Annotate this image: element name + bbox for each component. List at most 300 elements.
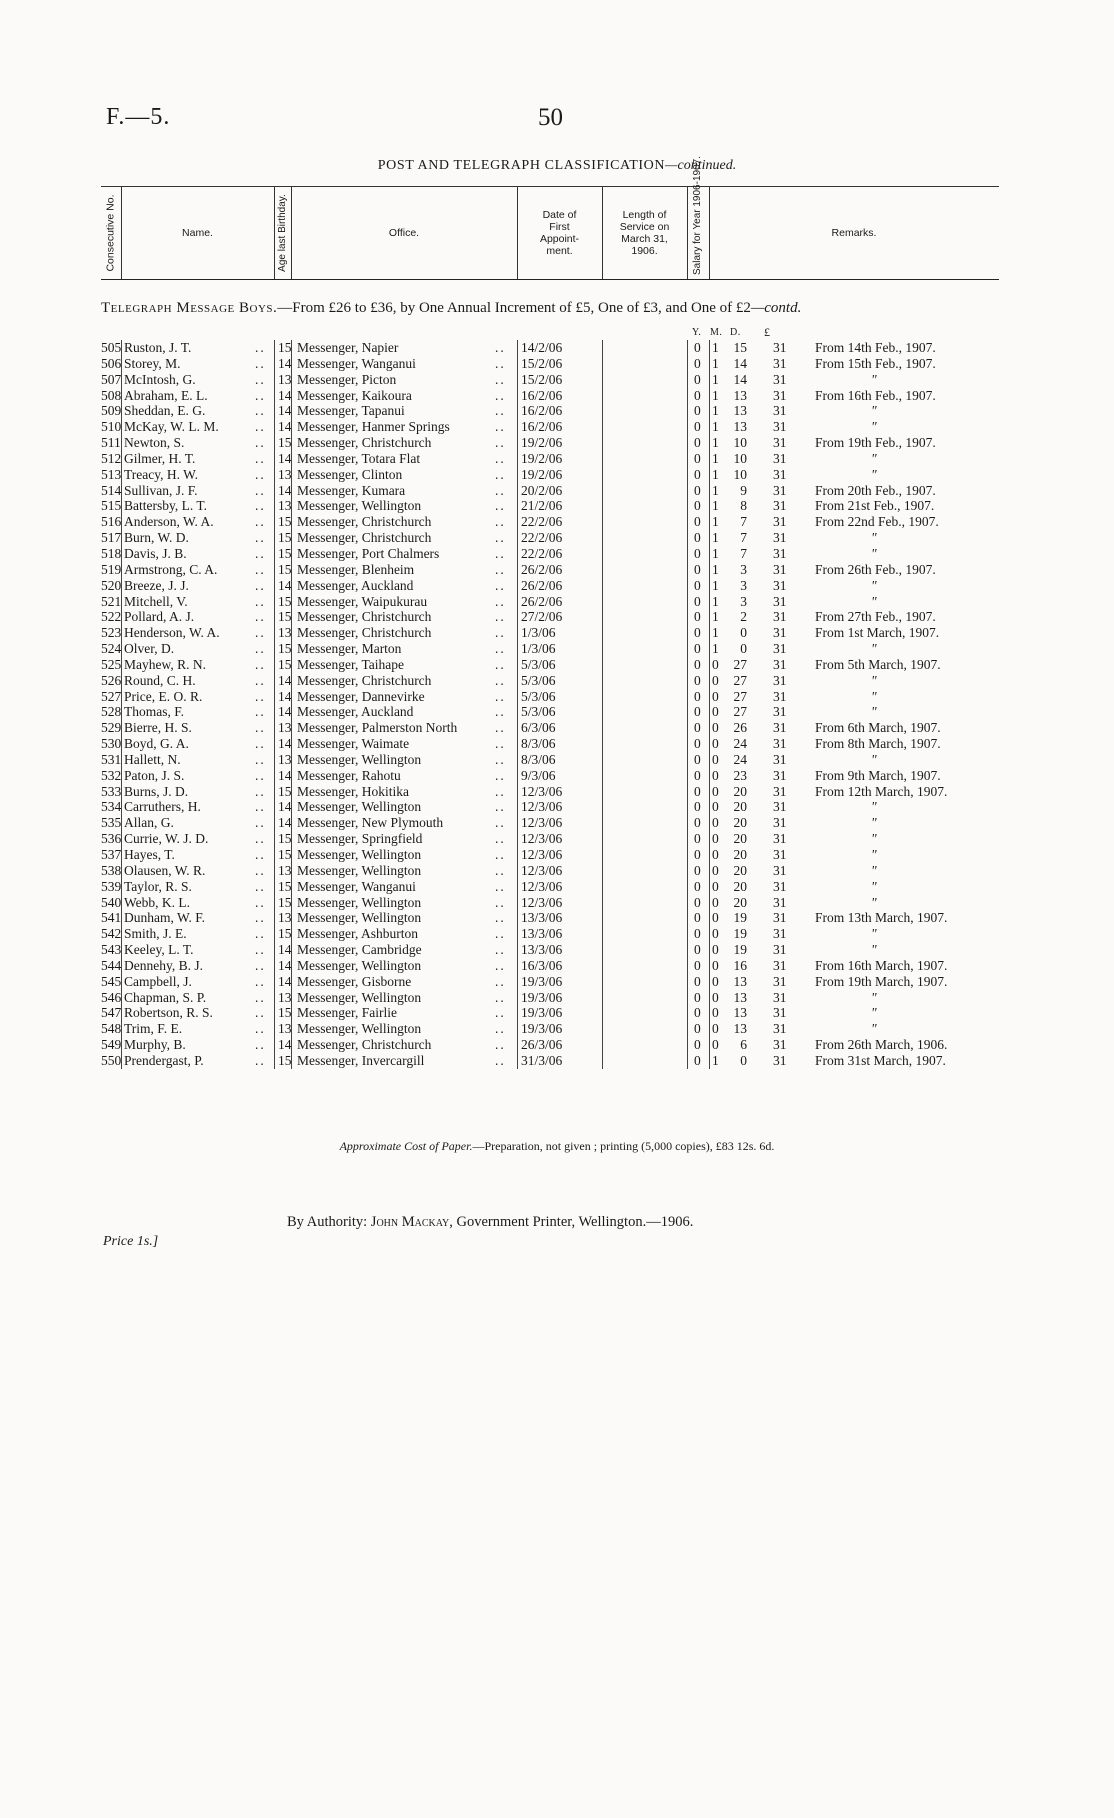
row-age: 14 (278, 957, 292, 973)
row-salary: 31 (773, 530, 787, 546)
table-row (101, 879, 999, 895)
row-months: 0 (712, 688, 719, 704)
leader-dots: .. (495, 862, 506, 878)
row-age: 15 (278, 847, 292, 862)
row-months: 0 (712, 720, 719, 736)
row-months: 1 (712, 561, 719, 577)
leader-dots: .. (255, 894, 266, 910)
row-remarks: From 27th Feb., 1907. (815, 609, 936, 625)
row-name: Ruston, J. T. (124, 340, 192, 355)
authority-prefix: By Authority: (287, 1214, 368, 1230)
table-row (101, 451, 999, 467)
leader-dots: .. (255, 561, 266, 577)
row-years: 0 (694, 799, 701, 815)
row-remarks: " (871, 530, 877, 546)
row-years: 0 (694, 371, 701, 387)
row-salary: 31 (773, 355, 787, 371)
row-remarks: From 1st March, 1907. (815, 625, 940, 641)
row-name: Henderson, W. A. (124, 625, 220, 641)
leader-dots: .. (495, 942, 506, 958)
leader-dots: .. (495, 720, 506, 736)
row-months: 1 (712, 403, 719, 419)
leader-dots: .. (255, 371, 266, 387)
row-days: 13 (733, 973, 747, 989)
row-office: Messenger, Wellington (297, 957, 422, 973)
header-salary: Salary for Year 1906-1907. (692, 156, 703, 275)
row-salary: 31 (773, 736, 787, 752)
leader-dots: .. (495, 514, 506, 530)
row-salary: 31 (773, 862, 787, 878)
row-salary: 31 (773, 625, 787, 641)
row-age: 15 (278, 783, 292, 799)
table-row (101, 1005, 999, 1021)
row-number: 511 (101, 435, 121, 451)
leader-dots: .. (255, 1052, 266, 1068)
row-office: Messenger, New Plymouth (297, 815, 444, 831)
table-row (101, 1053, 999, 1069)
row-office: Messenger, Springfield (297, 831, 423, 847)
table-row (101, 340, 999, 356)
row-salary: 31 (773, 767, 787, 783)
row-number: 522 (101, 609, 122, 625)
row-name: Murphy, B. (124, 1037, 186, 1053)
row-remarks: From 20th Feb., 1907. (815, 482, 936, 498)
row-remarks: " (871, 942, 877, 958)
row-date: 19/3/06 (521, 989, 563, 1005)
row-number: 536 (101, 831, 122, 847)
row-days: 27 (733, 688, 747, 704)
row-date: 26/3/06 (521, 1037, 563, 1053)
row-years: 0 (694, 577, 701, 593)
row-name: Campbell, J. (124, 973, 192, 989)
table-row (101, 895, 999, 911)
row-salary: 31 (773, 340, 787, 355)
row-age: 15 (278, 641, 292, 657)
row-remarks: " (871, 419, 877, 435)
row-days: 10 (733, 450, 747, 466)
leader-dots: .. (495, 1005, 506, 1021)
row-salary: 31 (773, 942, 787, 958)
row-date: 22/2/06 (521, 530, 563, 546)
row-remarks: " (871, 751, 877, 767)
row-name: Smith, J. E. (124, 926, 187, 942)
leader-dots: .. (255, 847, 266, 862)
row-date: 12/3/06 (521, 862, 563, 878)
row-date: 12/3/06 (521, 815, 563, 831)
unit-months: M. (710, 327, 723, 338)
leader-dots: .. (495, 831, 506, 847)
row-date: 22/2/06 (521, 514, 563, 530)
leader-dots: .. (495, 656, 506, 672)
table-row (101, 704, 999, 720)
row-number: 515 (101, 498, 122, 514)
leader-dots: .. (495, 973, 506, 989)
row-date: 8/3/06 (521, 736, 556, 752)
row-date: 13/3/06 (521, 926, 563, 942)
row-number: 544 (101, 957, 122, 973)
row-salary: 31 (773, 783, 787, 799)
row-date: 6/3/06 (521, 720, 556, 736)
leader-dots: .. (255, 957, 266, 973)
row-days: 24 (733, 751, 747, 767)
row-salary: 31 (773, 371, 787, 387)
row-days: 27 (733, 704, 747, 720)
row-office: Messenger, Marton (297, 641, 402, 657)
table-row (101, 1037, 999, 1053)
row-remarks: " (871, 371, 877, 387)
row-date: 16/2/06 (521, 403, 563, 419)
row-office: Messenger, Wellington (297, 894, 422, 910)
leader-dots: .. (495, 466, 506, 482)
row-months: 0 (712, 910, 719, 926)
row-number: 525 (101, 656, 122, 672)
leader-dots: .. (255, 530, 266, 546)
leader-dots: .. (255, 862, 266, 878)
row-number: 518 (101, 545, 122, 561)
row-age: 14 (278, 387, 292, 403)
row-months: 1 (712, 387, 719, 403)
row-months: 1 (712, 498, 719, 514)
row-number: 534 (101, 799, 122, 815)
row-date: 15/2/06 (521, 371, 563, 387)
row-date: 26/2/06 (521, 593, 563, 609)
table-row (101, 784, 999, 800)
row-years: 0 (694, 340, 701, 355)
row-name: Carruthers, H. (124, 799, 201, 815)
leader-dots: .. (495, 545, 506, 561)
row-remarks: " (871, 926, 877, 942)
row-days: 19 (733, 942, 747, 958)
row-salary: 31 (773, 656, 787, 672)
row-remarks: " (871, 1005, 877, 1021)
leader-dots: .. (495, 561, 506, 577)
row-months: 1 (712, 514, 719, 530)
row-number: 524 (101, 641, 122, 657)
row-salary: 31 (773, 704, 787, 720)
row-months: 0 (712, 672, 719, 688)
row-salary: 31 (773, 498, 787, 514)
row-number: 532 (101, 767, 122, 783)
row-years: 0 (694, 894, 701, 910)
column-rule (517, 340, 518, 1069)
row-number: 531 (101, 751, 122, 767)
row-office: Messenger, Auckland (297, 704, 414, 720)
leader-dots: .. (255, 545, 266, 561)
leader-dots: .. (255, 435, 266, 451)
row-months: 1 (712, 593, 719, 609)
table-row (101, 815, 999, 831)
leader-dots: .. (495, 482, 506, 498)
row-years: 0 (694, 672, 701, 688)
row-age: 13 (278, 862, 292, 878)
row-date: 19/2/06 (521, 450, 563, 466)
row-name: Pollard, A. J. (124, 609, 195, 625)
row-salary: 31 (773, 482, 787, 498)
row-years: 0 (694, 466, 701, 482)
row-remarks: " (871, 403, 877, 419)
row-salary: 31 (773, 957, 787, 973)
row-days: 7 (740, 530, 747, 546)
leader-dots: .. (495, 435, 506, 451)
leader-dots: .. (255, 514, 266, 530)
leader-dots: .. (255, 672, 266, 688)
table-row (101, 514, 999, 530)
row-years: 0 (694, 910, 701, 926)
row-date: 19/2/06 (521, 435, 563, 451)
row-age: 14 (278, 450, 292, 466)
row-salary: 31 (773, 751, 787, 767)
row-date: 12/3/06 (521, 894, 563, 910)
row-number: 526 (101, 672, 122, 688)
row-office: Messenger, Wanganui (297, 878, 416, 894)
row-months: 0 (712, 1005, 719, 1021)
row-age: 15 (278, 593, 292, 609)
row-days: 20 (733, 847, 747, 862)
row-years: 0 (694, 862, 701, 878)
row-months: 1 (712, 466, 719, 482)
row-name: Newton, S. (124, 435, 185, 451)
row-age: 14 (278, 419, 292, 435)
row-name: Sullivan, J. F. (124, 482, 198, 498)
row-office: Messenger, Christchurch (297, 514, 432, 530)
row-age: 13 (278, 720, 292, 736)
row-months: 1 (712, 625, 719, 641)
leader-dots: .. (495, 783, 506, 799)
row-years: 0 (694, 926, 701, 942)
row-years: 0 (694, 736, 701, 752)
unit-days: D. (730, 327, 741, 338)
row-remarks: " (871, 672, 877, 688)
row-age: 15 (278, 561, 292, 577)
row-days: 13 (733, 1005, 747, 1021)
row-remarks: From 12th March, 1907. (815, 783, 948, 799)
row-salary: 31 (773, 815, 787, 831)
row-months: 0 (712, 862, 719, 878)
row-name: McIntosh, G. (124, 371, 196, 387)
row-date: 12/3/06 (521, 799, 563, 815)
row-number: 521 (101, 593, 122, 609)
row-months: 0 (712, 704, 719, 720)
row-months: 1 (712, 530, 719, 546)
leader-dots: .. (495, 957, 506, 973)
row-name: Paton, J. S. (124, 767, 185, 783)
row-office: Messenger, Totara Flat (297, 450, 421, 466)
price-note: Price 1s.] (103, 1234, 159, 1249)
leader-dots: .. (495, 625, 506, 641)
section-text: —From £26 to £36, by One Annual Increment of £5, One of £3, and One of £2 (277, 300, 751, 316)
row-date: 1/3/06 (521, 641, 556, 657)
row-years: 0 (694, 783, 701, 799)
leader-dots: .. (255, 799, 266, 815)
row-years: 0 (694, 656, 701, 672)
leader-dots: .. (495, 688, 506, 704)
row-days: 20 (733, 783, 747, 799)
row-number: 545 (101, 973, 122, 989)
row-salary: 31 (773, 403, 787, 419)
leader-dots: .. (255, 466, 266, 482)
row-date: 26/2/06 (521, 561, 563, 577)
row-number: 520 (101, 577, 122, 593)
row-years: 0 (694, 767, 701, 783)
table-row (101, 689, 999, 705)
header-length: Length of Service on March 31, 1906. (619, 209, 670, 257)
row-salary: 31 (773, 387, 787, 403)
row-office: Messenger, Christchurch (297, 1037, 432, 1053)
row-remarks: From 14th Feb., 1907. (815, 340, 936, 355)
table-row (101, 958, 999, 974)
row-date: 12/3/06 (521, 847, 563, 862)
row-months: 1 (712, 419, 719, 435)
row-office: Messenger, Wellington (297, 989, 422, 1005)
row-days: 7 (740, 514, 747, 530)
row-office: Messenger, Wellington (297, 910, 422, 926)
row-days: 24 (733, 736, 747, 752)
row-years: 0 (694, 1021, 701, 1037)
row-days: 26 (733, 720, 747, 736)
table-row (101, 356, 999, 372)
leader-dots: .. (255, 688, 266, 704)
row-age: 15 (278, 926, 292, 942)
row-days: 3 (740, 593, 747, 609)
leader-dots: .. (255, 1005, 266, 1021)
leader-dots: .. (495, 926, 506, 942)
row-name: Price, E. O. R. (124, 688, 203, 704)
leader-dots: .. (495, 355, 506, 371)
row-years: 0 (694, 878, 701, 894)
row-years: 0 (694, 1005, 701, 1021)
row-days: 27 (733, 672, 747, 688)
row-days: 20 (733, 831, 747, 847)
leader-dots: .. (255, 1021, 266, 1037)
row-age: 13 (278, 466, 292, 482)
table-row (101, 831, 999, 847)
row-name: Sheddan, E. G. (124, 403, 206, 419)
row-years: 0 (694, 609, 701, 625)
row-days: 20 (733, 878, 747, 894)
row-name: Taylor, R. S. (124, 878, 192, 894)
column-rule (687, 340, 688, 1069)
row-age: 14 (278, 973, 292, 989)
row-name: Keeley, L. T. (124, 942, 194, 958)
row-remarks: From 22nd Feb., 1907. (815, 514, 939, 530)
table-row (101, 372, 999, 388)
row-months: 1 (712, 641, 719, 657)
row-days: 13 (733, 387, 747, 403)
row-years: 0 (694, 482, 701, 498)
row-name: Allan, G. (124, 815, 174, 831)
row-office: Messenger, Picton (297, 371, 397, 387)
row-remarks: " (871, 704, 877, 720)
row-years: 0 (694, 641, 701, 657)
row-years: 0 (694, 751, 701, 767)
row-number: 547 (101, 1005, 122, 1021)
row-name: Olver, D. (124, 641, 175, 657)
row-name: Olausen, W. R. (124, 862, 206, 878)
row-years: 0 (694, 514, 701, 530)
column-rule (291, 340, 292, 1069)
row-number: 505 (101, 340, 122, 355)
leader-dots: .. (255, 704, 266, 720)
table-row (101, 403, 999, 419)
row-name: Gilmer, H. T. (124, 450, 196, 466)
row-salary: 31 (773, 450, 787, 466)
table-row (101, 594, 999, 610)
leader-dots: .. (255, 942, 266, 958)
row-date: 19/3/06 (521, 1021, 563, 1037)
row-days: 15 (733, 340, 747, 355)
leader-dots: .. (495, 751, 506, 767)
row-years: 0 (694, 561, 701, 577)
table-row (101, 546, 999, 562)
row-days: 3 (740, 561, 747, 577)
row-years: 0 (694, 720, 701, 736)
row-office: Messenger, Christchurch (297, 530, 432, 546)
section-heading (101, 300, 1001, 317)
row-number: 510 (101, 419, 122, 435)
header-age: Age last Birthday. (276, 194, 288, 272)
row-number: 508 (101, 387, 122, 403)
row-days: 6 (740, 1037, 747, 1053)
row-number: 509 (101, 403, 122, 419)
row-remarks: From 26th Feb., 1907. (815, 561, 936, 577)
row-remarks: " (871, 641, 877, 657)
row-months: 1 (712, 355, 719, 371)
row-name: Breeze, J. J. (124, 577, 189, 593)
row-months: 0 (712, 736, 719, 752)
row-salary: 31 (773, 973, 787, 989)
leader-dots: .. (255, 831, 266, 847)
row-remarks: From 8th March, 1907. (815, 736, 941, 752)
row-years: 0 (694, 942, 701, 958)
row-salary: 31 (773, 688, 787, 704)
row-age: 13 (278, 371, 292, 387)
row-office: Messenger, Palmerston North (297, 720, 458, 736)
leader-dots: .. (495, 403, 506, 419)
row-number: 516 (101, 514, 122, 530)
row-date: 1/3/06 (521, 625, 556, 641)
row-months: 0 (712, 783, 719, 799)
row-remarks: From 16th March, 1907. (815, 957, 948, 973)
row-salary: 31 (773, 1021, 787, 1037)
leader-dots: .. (255, 450, 266, 466)
leader-dots: .. (495, 815, 506, 831)
row-office: Messenger, Wellington (297, 1021, 422, 1037)
row-name: Currie, W. J. D. (124, 831, 209, 847)
row-number: 506 (101, 355, 122, 371)
row-years: 0 (694, 403, 701, 419)
row-name: Boyd, G. A. (124, 736, 189, 752)
leader-dots: .. (495, 1037, 506, 1053)
leader-dots: .. (495, 910, 506, 926)
row-date: 12/3/06 (521, 878, 563, 894)
leader-dots: .. (495, 371, 506, 387)
table-row (101, 435, 999, 451)
row-age: 14 (278, 688, 292, 704)
leader-dots: .. (495, 1021, 506, 1037)
row-age: 14 (278, 482, 292, 498)
row-age: 14 (278, 942, 292, 958)
row-age: 13 (278, 1021, 292, 1037)
row-date: 13/3/06 (521, 942, 563, 958)
row-number: 542 (101, 926, 122, 942)
row-number: 550 (101, 1052, 122, 1068)
table-row (101, 926, 999, 942)
authority-suffix: Government Printer, Wellington.—1906. (456, 1214, 694, 1230)
row-days: 0 (740, 625, 747, 641)
row-number: 549 (101, 1037, 122, 1053)
row-age: 13 (278, 751, 292, 767)
table-row (101, 673, 999, 689)
